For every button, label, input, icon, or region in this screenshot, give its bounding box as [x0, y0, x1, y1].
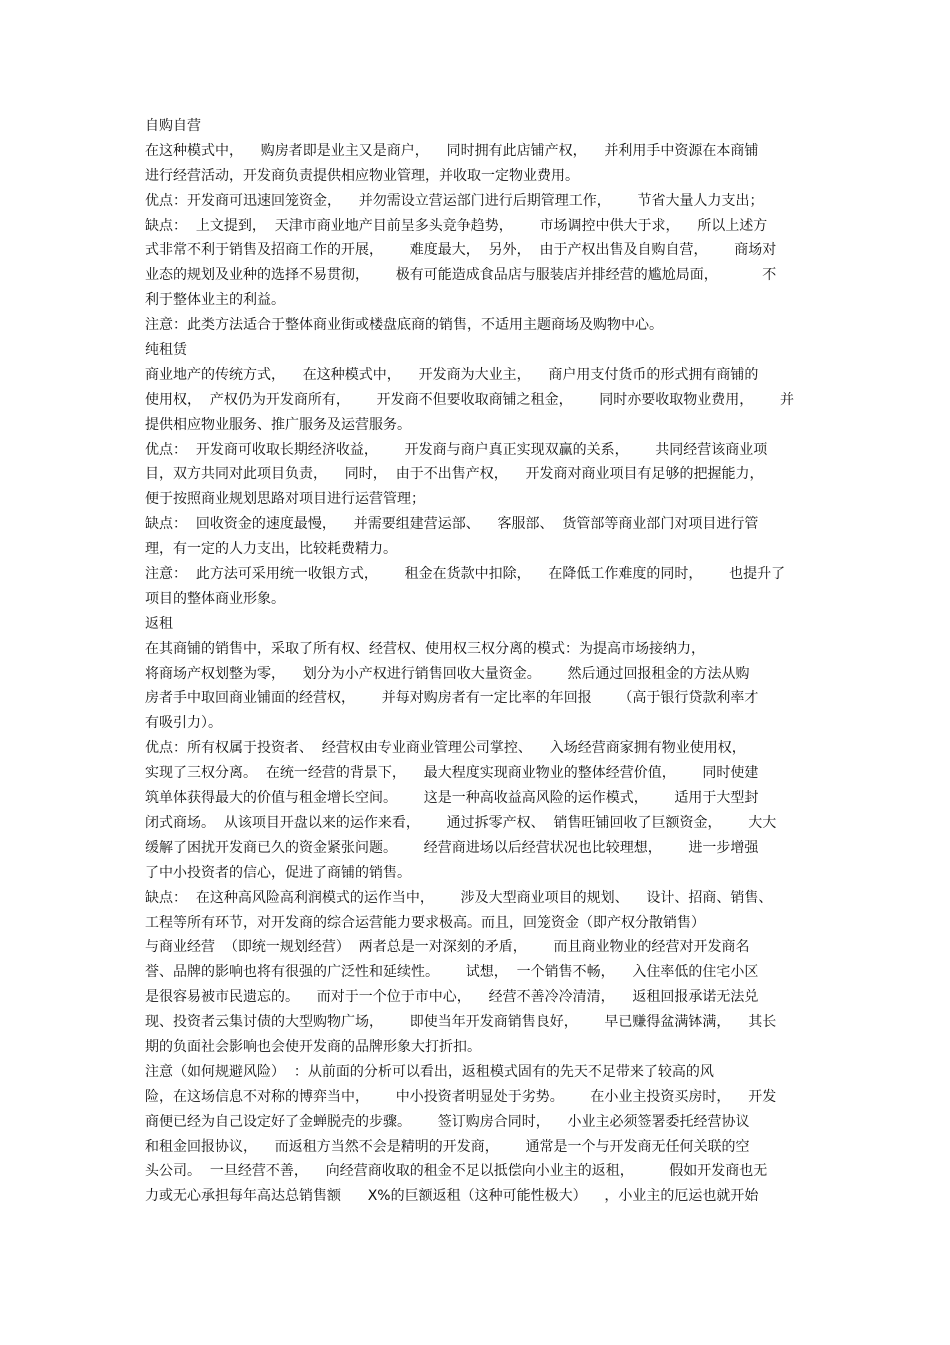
- text-line: 注意（如何规避风险） ：从前面的分析可以看出，返租模式固有的先天不足带来了较高的风: [145, 1063, 714, 1080]
- text-line: 理，有一定的人力支出，比较耗费精力。: [145, 541, 397, 558]
- text-line: 优点：开发商可迅速回笼资金， 并勿需设立营运部门进行后期管理工作， 节省大量人力支出；: [145, 192, 764, 209]
- text-line: 利于整体业主的利益。: [145, 292, 285, 309]
- text-line: 目，双方共同对此项目负责， 同时， 由于不出售产权， 开发商对商业项目有足够的把握能力，: [145, 466, 764, 483]
- text-line: 在其商铺的销售中，采取了所有权、经营权、使用权三权分离的模式：为提高市场接纳力，: [145, 640, 705, 657]
- text-line: 纯租赁: [145, 342, 187, 359]
- text-line: 工程等所有环节，对开发商的综合运营能力要求极高。而且，回笼资金（即产权分散销售）: [145, 914, 705, 931]
- text-line: 缓解了困扰开发商已久的资金紧张问题。 经营商进场以后经营状况也比较理想， 进一步增强: [145, 839, 759, 856]
- text-line: 闭式商场。 从该项目开盘以来的运作来看， 通过拆零产权、 销售旺铺回收了巨额资金， 大大: [145, 814, 777, 831]
- text-line: 力或无心承担每年高达总销售额 X%的巨额返租（这种可能性极大） ，小业主的厄运也就开始: [145, 1188, 759, 1205]
- text-line: 实现了三权分离。 在统一经营的背景下， 最大程度实现商业物业的整体经营价值， 同时使建: [145, 765, 759, 782]
- text-line: 在这种模式中， 购房者即是业主又是商户， 同时拥有此店铺产权， 并利用手中资源在本商铺: [145, 142, 759, 159]
- text-line: 头公司。 一旦经营不善， 向经营商收取的租金不足以抵偿向小业主的返租， 假如开发商也无: [145, 1163, 768, 1180]
- text-line: 返租: [145, 615, 173, 632]
- text-line: 使用权， 产权仍为开发商所有， 开发商不但要收取商铺之租金， 同时亦要收取物业费用， 并: [145, 391, 795, 408]
- text-line: 缺点： 回收资金的速度最慢， 并需要组建营运部、 客服部、 货管部等商业部门对项目进行管: [145, 516, 759, 533]
- text-line: 式非常不利于销售及招商工作的开展， 难度最大， 另外， 由于产权出售及自购自营， 商场对: [145, 242, 777, 259]
- text-line: 提供相应物业服务、推广服务及运营服务。: [145, 416, 411, 433]
- text-line: 是很容易被市民遗忘的。 而对于一个位于市中心， 经营不善冷冷清清， 返租回报承诺无法兑: [145, 989, 759, 1006]
- text-line: 现、投资者云集讨债的大型购物广场， 即使当年开发商销售良好， 早已赚得盆满钵满， 其长: [145, 1014, 777, 1031]
- text-line: 誉、品牌的影响也将有很强的广泛性和延续性。 试想， 一个销售不畅， 入住率低的住宅小区: [145, 964, 759, 981]
- text-line: 自购自营: [145, 118, 201, 134]
- text-line: 缺点： 在这种高风险高利润模式的运作当中， 涉及大型商业项目的规划、 设计、招商、销售、: [145, 889, 773, 906]
- text-line: 险，在这场信息不对称的博弈当中， 中小投资者明显处于劣势。 在小业主投资买房时， 开发: [145, 1088, 777, 1105]
- text-line: 与商业经营 （即统一规划经营） 两者总是一对深刻的矛盾， 而且商业物业的经营对开发商名: [145, 939, 750, 956]
- text-line: 将商场产权划整为零， 划分为小产权进行销售回收大量资金。 然后通过回报租金的方法从购: [145, 665, 750, 682]
- text-line: 缺点： 上文提到， 天津市商业地产目前呈多头竞争趋势， 市场调控中供大于求， 所以上述方: [145, 217, 768, 234]
- text-line: 业态的规划及业种的选择不易贯彻， 极有可能造成食品店与服装店并排经营的尴尬局面， 不: [145, 267, 777, 284]
- text-line: 房者手中取回商业铺面的经营权， 并每对购房者有一定比率的年回报 （高于银行贷款利率才: [145, 690, 759, 707]
- text-line: 注意：此类方法适合于整体商业街或楼盘底商的销售，不适用主题商场及购物中心。: [145, 317, 663, 334]
- text-line: 有吸引力）。: [145, 715, 222, 732]
- text-line: 商业地产的传统方式， 在这种模式中， 开发商为大业主， 商户用支付货币的形式拥有商铺的: [145, 366, 759, 383]
- text-line: 优点： 开发商可收取长期经济收益， 开发商与商户真正实现双赢的关系， 共同经营该商业项: [145, 441, 768, 458]
- text-line: 和租金回报协议， 而返租方当然不会是精明的开发商， 通常是一个与开发商无任何关联的空: [145, 1138, 750, 1155]
- text-line: 项目的整体商业形象。: [145, 590, 285, 607]
- text-line: 了中小投资者的信心，促进了商铺的销售。: [145, 864, 411, 881]
- text-line: 注意： 此方法可采用统一收银方式， 租金在货款中扣除， 在降低工作难度的同时， 也提升了: [145, 566, 786, 583]
- text-line: 便于按照商业规划思路对项目进行运营管理；: [145, 491, 425, 508]
- text-line: 筑单体获得最大的价值与租金增长空间。 这是一种高收益高风险的运作模式， 适用于大型封: [145, 790, 759, 807]
- text-line: 优点：所有权属于投资者、 经营权由专业商业管理公司掌控、 入场经营商家拥有物业使用权，: [145, 740, 746, 757]
- text-line: 商便已经为自己设定好了金蝉脱壳的步骤。 签订购房合同时， 小业主必须签署委托经营协议: [145, 1113, 750, 1130]
- document-body: [145, 114, 810, 1209]
- text-line: 期的负面社会影响也会使开发商的品牌形象大打折扣。: [145, 1038, 481, 1055]
- text-line: 进行经营活动，开发商负责提供相应物业管理，并收取一定物业费用。: [145, 167, 579, 184]
